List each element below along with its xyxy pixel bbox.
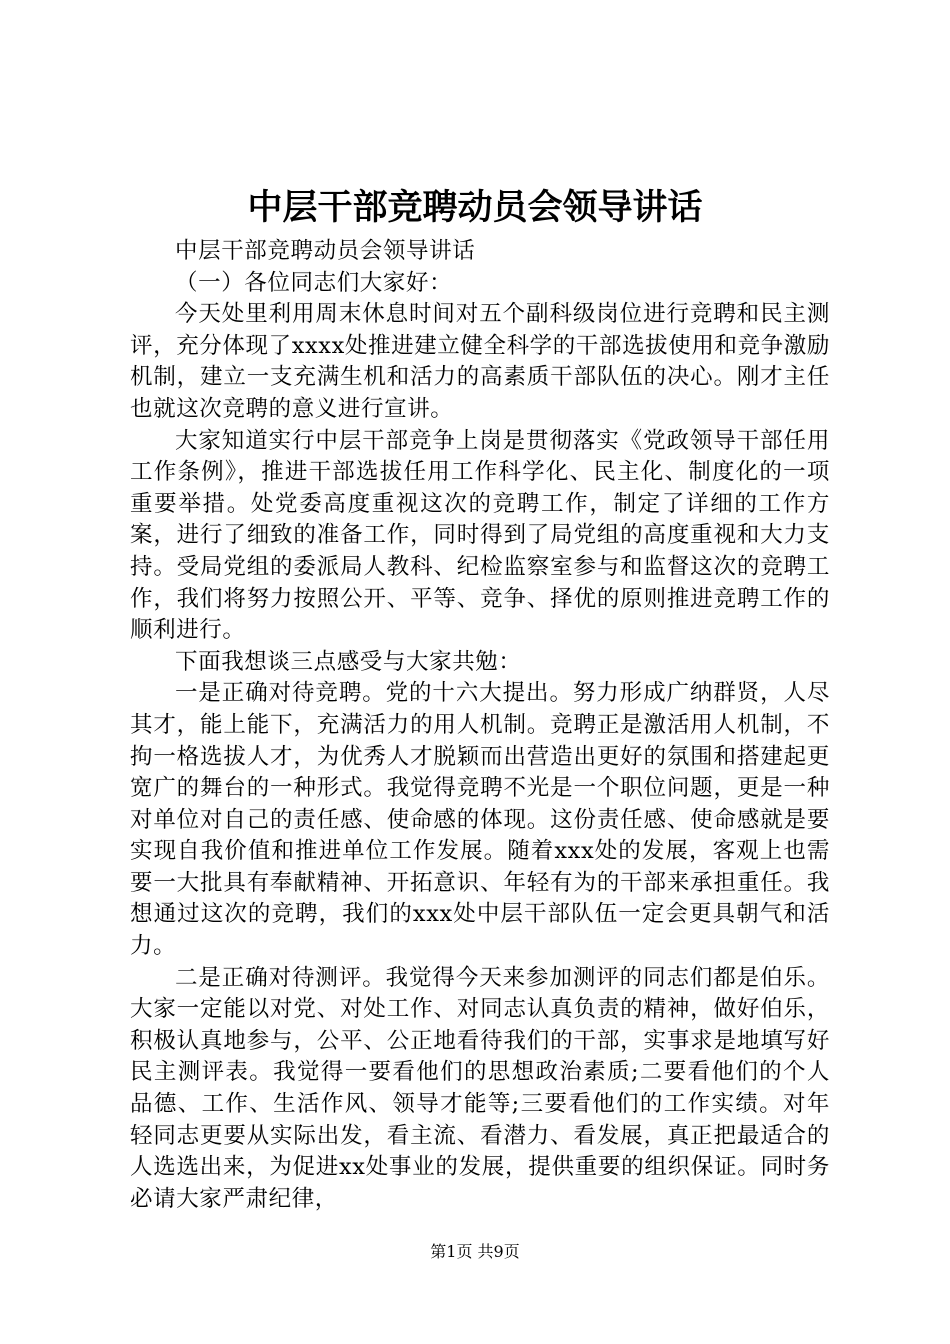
paragraph-point-one: 一是正确对待竞聘。党的十六大提出。努力形成广纳群贤，人尽其才，能上能下，充满活力的用人机制。竞聘正是激活用人机制，不拘一格选拔人才，为优秀人才脱颖而出营造出更好的氛围和搭建起更宽广的舞台的一种形式。我觉得竞聘不光是一个职位问题，更是一种对单位对自己的责任感、使命感的体现。这份责任感、使命感就是要实现自我价值和推进单位工作发展。随着xxx处的发展，客观上也需要一大批具有奉献精神、开拓意识、年轻有为的干部来承担重任。我想通过这次的竞聘，我们的xxx处中层干部队伍一定会更具朝气和活力。	[130, 680, 830, 960]
paragraph-background: 大家知道实行中层干部竞争上岗是贯彻落实《党政领导干部任用工作条例》，推进干部选拔任用工作科学化、民主化、制度化的一项重要举措。处党委高度重视这次的竞聘工作，制定了详细的工作方案，进行了细致的准备工作，同时得到了局党组的高度重视和大力支持。受局党组的委派局人教科、纪检监察室参与和监督这次的竞聘工作，我们将努力按照公开、平等、竞争、择优的原则推进竞聘工作的顺利进行。	[130, 427, 830, 644]
document-title: 中层干部竞聘动员会领导讲话	[247, 187, 703, 228]
paragraph-greeting: （一）各位同志们大家好：	[175, 269, 453, 296]
paragraph-transition: 下面我想谈三点感受与大家共勉：	[175, 648, 522, 675]
paragraph-point-two: 二是正确对待测评。我觉得今天来参加测评的同志们都是伯乐。大家一定能以对党、对处工作、对同志认真负责的精神，做好伯乐，积极认真地参与，公平、公正地看待我们的干部，实事求是地填写好民主测评表。我觉得一要看他们的思想政治素质;二要看他们的个人品德、工作、生活作风、领导才能等;三要看他们的工作实绩。对年轻同志更要从实际出发，看主流、看潜力、看发展，真正把最适合的人选选出来，为促进xx处事业的发展，提供重要的组织保证。同时务必请大家严肃纪律，	[130, 964, 830, 1212]
page-footer: 第1页 共9页	[430, 1242, 520, 1261]
paragraph-subtitle: 中层干部竞聘动员会领导讲话	[175, 238, 476, 264]
paragraph-intro: 今天处里利用周末休息时间对五个副科级岗位进行竞聘和民主测评，充分体现了xxxx处推进建立健全科学的干部选拔使用和竞争激励机制，建立一支充满生机和活力的高素质干部队伍的决心。刚才主任也就这次竞聘的意义进行宣讲。	[130, 301, 830, 422]
document-body	[130, 236, 830, 1215]
